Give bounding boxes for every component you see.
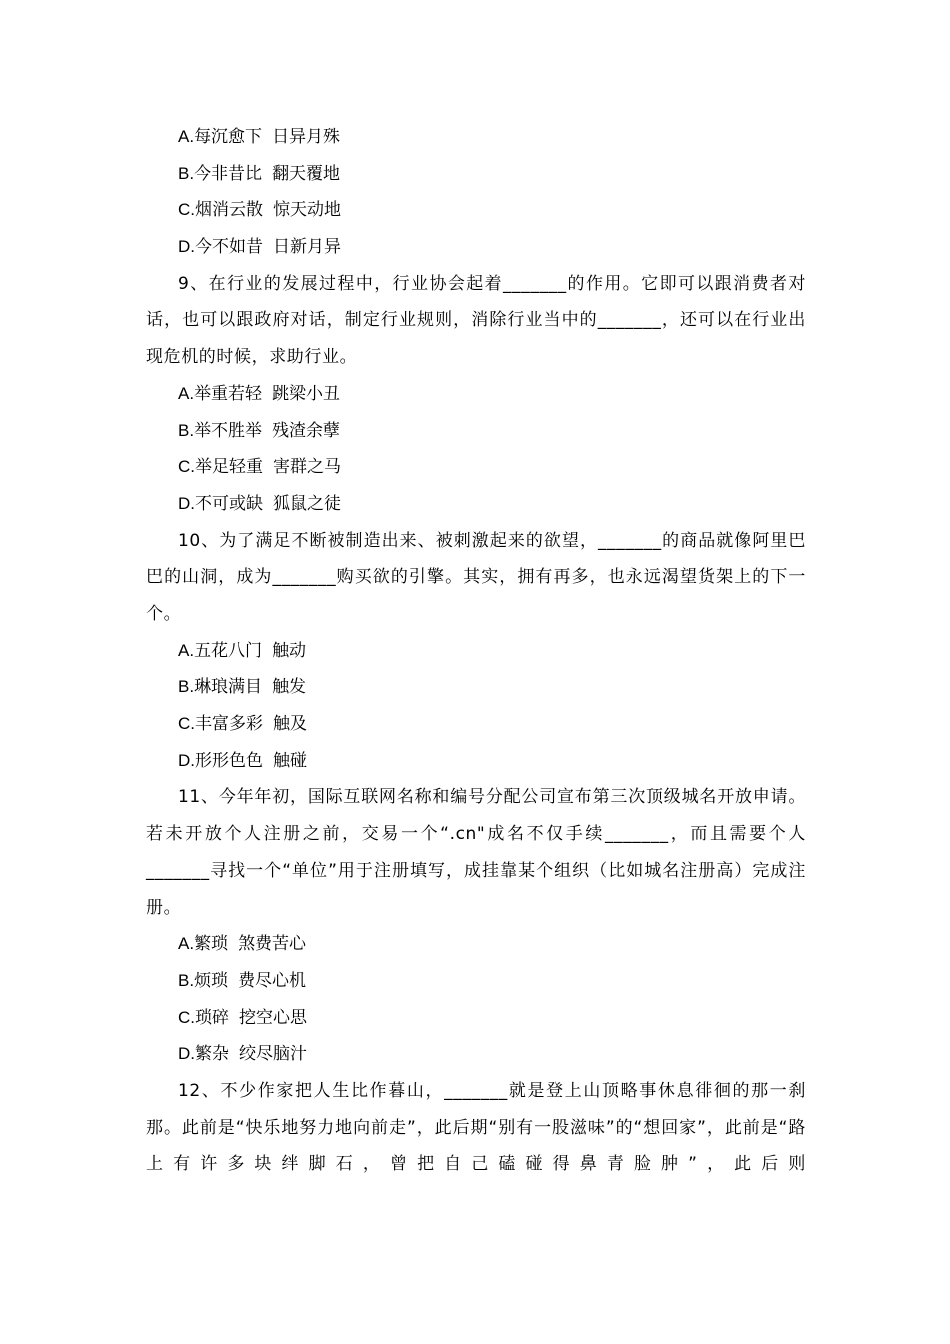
option-c: C.琐碎 挖空心思 (178, 1007, 307, 1028)
option-b: B.琳琅满目 触发 (178, 677, 307, 698)
option-b: B.举不胜举 残渣余孽 (178, 420, 341, 441)
question-10-text: 10、为了满足不断被制造出来、被刺激起来的欲望，_______的商品就像阿里巴巴的山洞，成为_______购买欲的引擎。其实，拥有再多，也永远渴望货架上的下一个。 (146, 530, 806, 625)
option-c: C.烟消云散 惊天动地 (178, 200, 341, 221)
option-d: D.形形色色 触碰 (178, 750, 307, 771)
option-d: D.今不如昔 日新月异 (178, 237, 341, 258)
option-c: C.举足轻重 害群之马 (178, 457, 341, 478)
option-b: B.今非昔比 翻天覆地 (178, 163, 341, 184)
option-b: B.烦琐 费尽心机 (178, 970, 307, 991)
document-body (146, 119, 806, 1183)
q10-options (146, 633, 806, 780)
option-c: C.丰富多彩 触及 (178, 714, 307, 735)
q11-options (146, 926, 806, 1073)
option-a: A.五花八门 触动 (178, 640, 307, 661)
q8-options (146, 119, 806, 266)
option-a: A.举重若轻 跳梁小丑 (178, 383, 341, 404)
question-12-text: 12、不少作家把人生比作暮山，_______就是登上山顶略事休息徘徊的那一刹那。此前是“快乐地努力地向前走”，此后期“别有一股滋味”的“想回家”，此前是“路上有许多块绊脚石，曾把自己磕碰得鼻青脸肿”，此后则 (146, 1081, 806, 1175)
q9-options (146, 376, 806, 523)
option-a: A.每沉愈下 日异月殊 (178, 127, 341, 147)
question-9-text: 9、在行业的发展过程中，行业协会起着_______的作用。它即可以跟消费者对话，也可以跟政府对话，制定行业规则，消除行业当中的_______，还可以在行业出现危机的时候，求助行业。 (146, 273, 806, 368)
option-d: D.不可或缺 狐鼠之徒 (178, 493, 341, 514)
question-11-text: 11、今年年初，国际互联网名称和编号分配公司宣布第三次顶级城名开放申请。若未开放个人注册之前，交易一个“.cn"成名不仅手续_______，而且需要个人_______寻找一个“单位”用于注册填写，成挂靠某个组织（比如城名注册高）完成注册。 (146, 787, 806, 918)
option-d: D.繁杂 绞尽脑汁 (178, 1044, 307, 1065)
option-a: A.繁琐 煞费苦心 (178, 934, 307, 955)
